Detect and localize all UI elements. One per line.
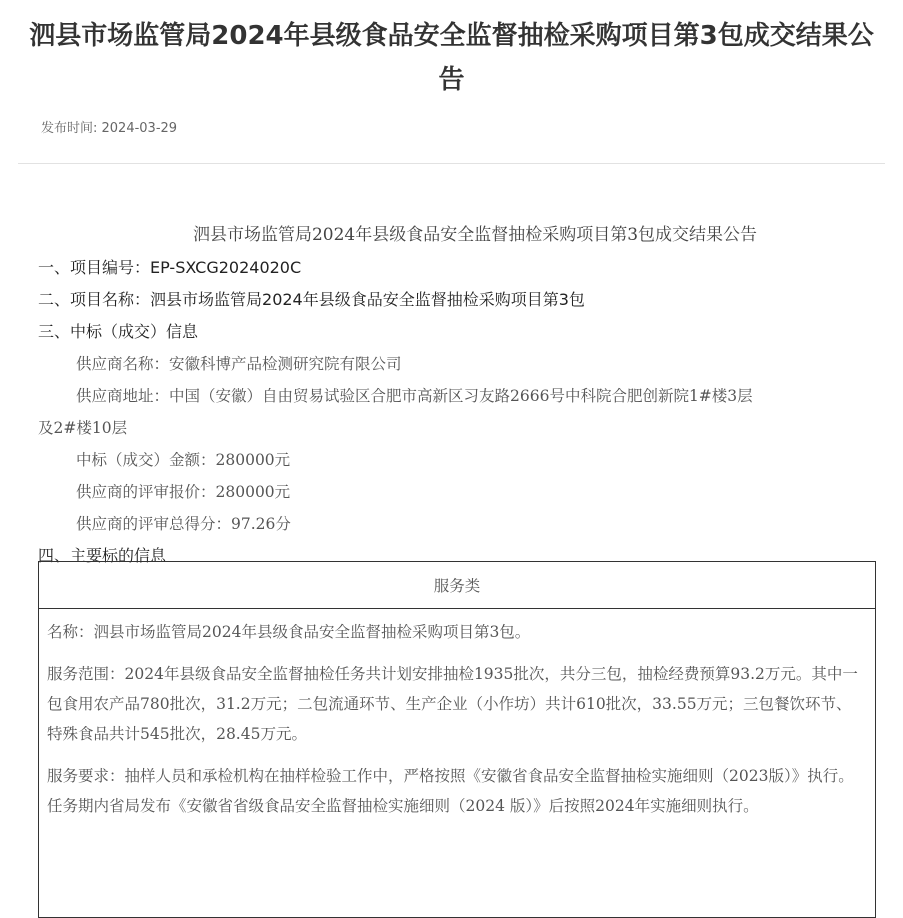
publish-date: 2024-03-29 (101, 121, 178, 136)
project-number-label: 一、项目编号： (38, 258, 151, 277)
header-divider (18, 163, 885, 164)
review-score: 供应商的评审总得分：97.26分 (76, 515, 291, 533)
service-name: 名称：泗县市场监管局2024年县级食品安全监督抽检采购项目第3包。 (47, 623, 531, 641)
publish-label: 发布时间: (41, 121, 102, 136)
page-title: 泗县市场监管局2024年县级食品安全监督抽检采购项目第3包成交结果公告 (29, 21, 874, 95)
table-header-row (39, 562, 876, 609)
table-body-row (39, 609, 876, 918)
service-scope: 服务范围：2024年县级食品安全监督抽检任务共计划安排抽检1935批次，共分三包，抽检经费预算93.2万元。其中一包食用农产品780批次，31.2万元；二包流通环节、生产企业（小作坊）共计610批次，33.55万元；三包餐饮环节、特殊食品共计545批次，28.45万元。 (47, 665, 858, 743)
table-body-cell (39, 609, 876, 918)
bid-amount: 中标（成交）金额：280000元 (76, 451, 291, 469)
supplier-address-line2: 及2#楼10层 (38, 419, 128, 437)
project-number-value: EP-SXCG2024020C (150, 258, 302, 277)
document-heading: 泗县市场监管局2024年县级食品安全监督抽检采购项目第3包成交结果公告 (192, 225, 758, 245)
project-name-value: 泗县市场监管局2024年县级食品安全监督抽检采购项目第3包 (150, 290, 585, 309)
publish-info (41, 120, 177, 138)
subject-info-table (38, 561, 876, 918)
announcement-body (38, 222, 872, 572)
section-main-subject-heading: 四、主要标的信息 (38, 546, 167, 565)
project-name-label: 二、项目名称： (38, 290, 151, 309)
service-requirement: 服务要求：抽样人员和承检机构在抽样检验工作中，严格按照《安徽省食品安全监督抽检实施细则（2023版）》执行。任务期内省局发布《安徽省省级食品安全监督抽检实施细则（2024 版）》后按照2024年实施细则执行。 (47, 767, 854, 815)
review-price: 供应商的评审报价：280000元 (76, 483, 291, 501)
section-award-info-heading: 三、中标（成交）信息 (38, 322, 199, 341)
table-header-cell: 服务类 (39, 562, 876, 609)
supplier-address-line1: 供应商地址：中国（安徽）自由贸易试验区合肥市高新区习友路2666号中科院合肥创新院1#楼3层 (76, 387, 753, 405)
section-project-number (38, 252, 872, 284)
section-project-name (38, 284, 872, 316)
supplier-name: 供应商名称：安徽科博产品检测研究院有限公司 (76, 355, 402, 373)
